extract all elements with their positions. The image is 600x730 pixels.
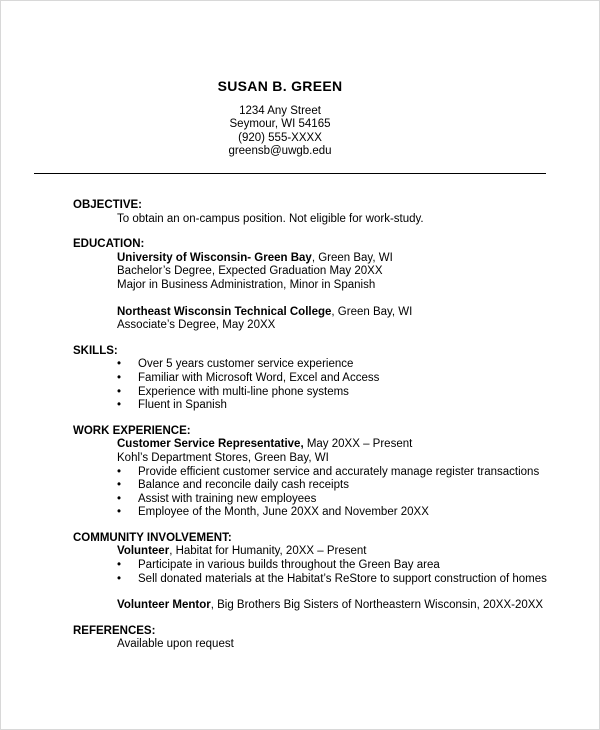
work-duties-list xyxy=(73,466,573,520)
education-section xyxy=(73,238,573,333)
skills-section xyxy=(73,345,573,413)
major-line: Major in Business Administration, Minor in Spanish xyxy=(117,278,376,291)
references-section xyxy=(73,625,573,652)
list-item: • Sell donated materials at the Habitat’s ReStore to support construction of homes xyxy=(117,573,573,587)
skills-heading: SKILLS: xyxy=(73,344,118,357)
job-dates: May 20XX – Present xyxy=(303,438,413,451)
email-address[interactable]: greensb@uwgb.edu xyxy=(228,145,332,158)
list-item: • Employee of the Month, June 20XX and November 20XX xyxy=(117,506,573,520)
list-item: • Assist with training new employees xyxy=(117,493,573,507)
phone-number: (920) 555-XXXX xyxy=(238,131,322,144)
school-name: Northeast Wisconsin Technical College xyxy=(117,305,332,318)
resume-body xyxy=(73,199,573,664)
street-address: 1234 Any Street xyxy=(239,104,321,117)
candidate-name: SUSAN B. GREEN xyxy=(217,78,343,94)
community-section xyxy=(73,532,573,613)
objective-section xyxy=(73,199,573,226)
list-item: • Familiar with Microsoft Word, Excel and Access xyxy=(117,372,573,386)
school-location: , Green Bay, WI xyxy=(311,251,393,264)
degree-line: Associate’s Degree, May 20XX xyxy=(117,319,276,332)
references-heading: REFERENCES: xyxy=(73,624,156,637)
volunteer-role: Volunteer xyxy=(117,545,170,558)
list-item: • Experience with multi-line phone systems xyxy=(117,386,573,400)
degree-line: Bachelor’s Degree, Expected Graduation May 20XX xyxy=(117,265,383,278)
volunteer-detail: , Habitat for Humanity, 20XX – Present xyxy=(169,545,367,558)
work-heading: WORK EXPERIENCE: xyxy=(73,424,191,437)
employer: Kohl’s Department Stores, Green Bay, WI xyxy=(117,451,329,464)
city-state-zip: Seymour, WI 54165 xyxy=(229,118,331,131)
references-text: Available upon request xyxy=(117,638,234,651)
mentor-role: Volunteer Mentor xyxy=(117,599,211,612)
community-heading: COMMUNITY INVOLVEMENT: xyxy=(73,531,232,544)
header-divider xyxy=(34,173,546,174)
school-name: University of Wisconsin- Green Bay xyxy=(117,251,312,264)
school-entry xyxy=(73,306,573,333)
objective-heading: OBJECTIVE: xyxy=(73,199,143,211)
school-entry xyxy=(73,252,573,293)
list-item: • Over 5 years customer service experience xyxy=(117,358,573,372)
objective-text: To obtain an on-campus position. Not eligible for work-study. xyxy=(117,212,424,225)
list-item: • Provide efficient customer service and accurately manage register transactions xyxy=(117,466,573,480)
resume-header xyxy=(0,80,560,159)
education-heading: EDUCATION: xyxy=(73,238,145,251)
job-title: Customer Service Representative, xyxy=(117,438,304,451)
mentor-detail: , Big Brothers Big Sisters of Northeastern Wisconsin, 20XX-20XX xyxy=(210,599,544,612)
volunteer-list xyxy=(73,559,573,586)
list-item: • Fluent in Spanish xyxy=(117,399,573,413)
skills-list xyxy=(73,358,573,412)
school-location: , Green Bay, WI xyxy=(331,305,413,318)
work-section xyxy=(73,425,573,520)
list-item: • Balance and reconcile daily cash receipts xyxy=(117,479,573,493)
list-item: • Participate in various builds throughout the Green Bay area xyxy=(117,559,573,573)
